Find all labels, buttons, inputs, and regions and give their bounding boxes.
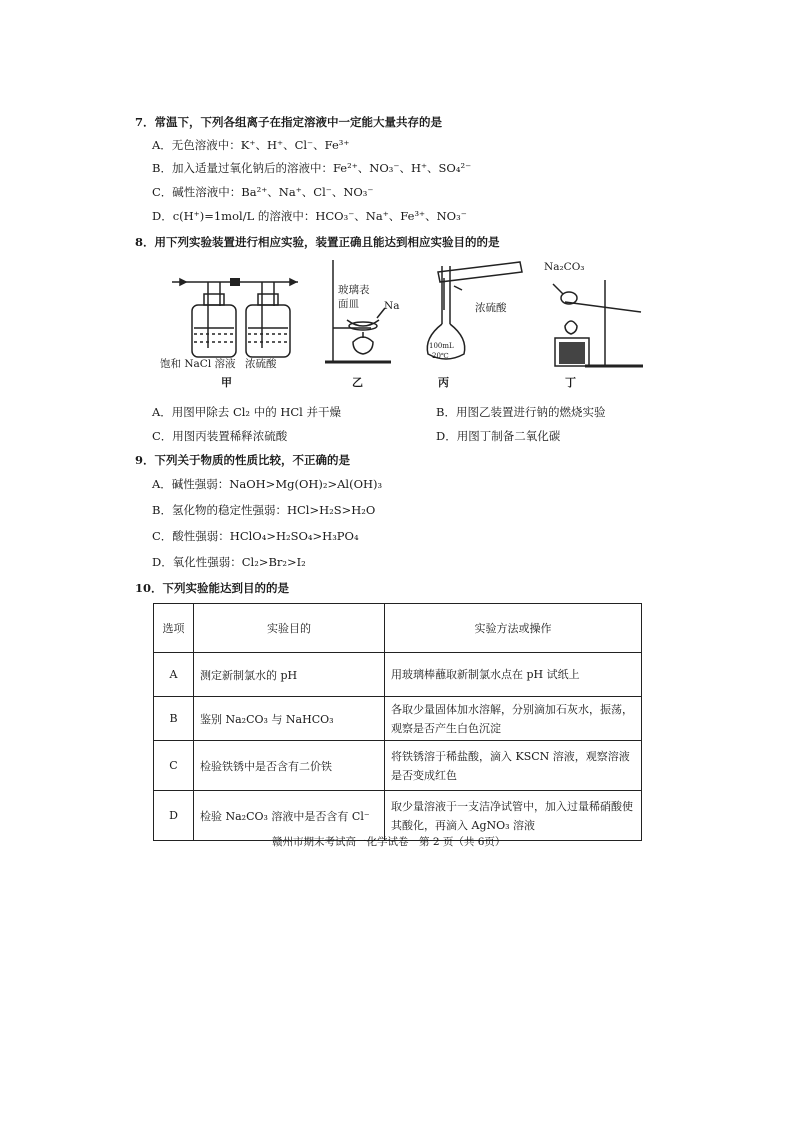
table-header-option: 选项 — [154, 604, 194, 653]
table-header-method: 实验方法或操作 — [385, 604, 642, 653]
q7-option-c: C．碱性溶液中：Ba²⁺、Na⁺、Cl⁻、NO₃⁻ — [152, 185, 374, 199]
table-row — [154, 653, 642, 697]
figure-ding-caption: 丁 — [565, 376, 576, 389]
table-cell-purpose: 测定新制氯水的 pH — [194, 653, 385, 697]
q9-option-b: B．氢化物的稳定性强弱：HCl>H₂S>H₂O — [152, 503, 376, 517]
table-cell-method: 用玻璃棒蘸取新制氯水点在 pH 试纸上 — [385, 653, 642, 697]
q8-stem: 8．用下列实验装置进行相应实验，装置正确且能达到相应实验目的的是 — [135, 235, 500, 249]
q8-option-c: C．用图丙装置稀释浓硫酸 — [152, 429, 288, 443]
figure-bing-caption: 丙 — [438, 376, 449, 389]
figure-yi-apparatus — [325, 258, 395, 368]
table-cell-method: 将铁锈溶于稀盐酸，滴入 KSCN 溶液，观察溶液是否变成红色 — [385, 741, 642, 791]
figure-jia-caption: 甲 — [221, 376, 232, 389]
table-cell-option: A — [154, 653, 194, 697]
q10-stem: 10．下列实验能达到目的的是 — [135, 581, 290, 595]
table-header-purpose: 实验目的 — [194, 604, 385, 653]
q9-stem: 9．下列关于物质的性质比较，不正确的是 — [135, 453, 350, 467]
figure-yi-label-watchglass2: 面皿 — [338, 298, 359, 310]
figure-yi-label-watchglass1: 玻璃表 — [338, 284, 370, 296]
figure-yi-label-na: Na — [384, 300, 400, 312]
table-header-row — [154, 604, 642, 653]
table-cell-option: D — [154, 791, 194, 841]
figure-bing-flask-temp: 20℃ — [432, 352, 449, 360]
table-cell-purpose: 鉴别 Na₂CO₃ 与 NaHCO₃ — [194, 697, 385, 741]
figure-jia-apparatus — [170, 270, 300, 360]
table-row — [154, 791, 642, 841]
q7-option-d: D．c(H⁺)=1mol/L 的溶液中：HCO₃⁻、Na⁺、Fe³⁺、NO₃⁻ — [152, 209, 467, 223]
figure-bing-label-acid: 浓硫酸 — [475, 302, 507, 314]
q9-option-d: D．氧化性强弱：Cl₂>Br₂>I₂ — [152, 555, 306, 569]
page-footer: 赣州市期末考试高一化学试卷 第 2 页（共 6页） — [272, 836, 506, 848]
table-row — [154, 697, 642, 741]
figure-yi-caption: 乙 — [352, 376, 363, 389]
table-cell-purpose: 检验 Na₂CO₃ 溶液中是否含有 Cl⁻ — [194, 791, 385, 841]
q8-option-b: B．用图乙装置进行钠的燃烧实验 — [436, 405, 606, 419]
q9-option-c: C．酸性强弱：HClO₄>H₂SO₄>H₃PO₄ — [152, 529, 359, 543]
q8-option-d: D．用图丁制备二氧化碳 — [436, 429, 561, 443]
q10-table — [153, 603, 642, 841]
figure-jia-label-nacl: 饱和 NaCl 溶液 — [160, 358, 236, 370]
table-row — [154, 741, 642, 791]
q7-stem: 7．常温下，下列各组离子在指定溶液中一定能大量共存的是 — [135, 115, 442, 129]
q9-option-a: A．碱性强弱：NaOH>Mg(OH)₂>Al(OH)₃ — [152, 477, 383, 491]
q7-option-b: B．加入适量过氧化钠后的溶液中：Fe²⁺、NO₃⁻、H⁺、SO₄²⁻ — [152, 161, 472, 175]
table-cell-option: B — [154, 697, 194, 741]
q8-option-a: A．用图甲除去 Cl₂ 中的 HCl 并干燥 — [152, 405, 342, 419]
figure-ding-apparatus — [545, 270, 645, 370]
table-cell-method: 取少量溶液于一支洁净试管中，加入过量稀硝酸使其酸化，再滴入 AgNO₃ 溶液 — [385, 791, 642, 841]
table-cell-option: C — [154, 741, 194, 791]
figure-jia-label-acid: 浓硫酸 — [245, 358, 277, 370]
q7-option-a: A．无色溶液中：K⁺、H⁺、Cl⁻、Fe³⁺ — [152, 138, 350, 152]
figure-bing-flask-volume: 100mL — [429, 342, 454, 350]
table-cell-purpose: 检验铁锈中是否含有二价铁 — [194, 741, 385, 791]
table-cell-method: 各取少量固体加水溶解，分别滴加石灰水，振荡，观察是否产生白色沉淀 — [385, 697, 642, 741]
figure-ding-label-na2co3: Na₂CO₃ — [544, 261, 585, 273]
